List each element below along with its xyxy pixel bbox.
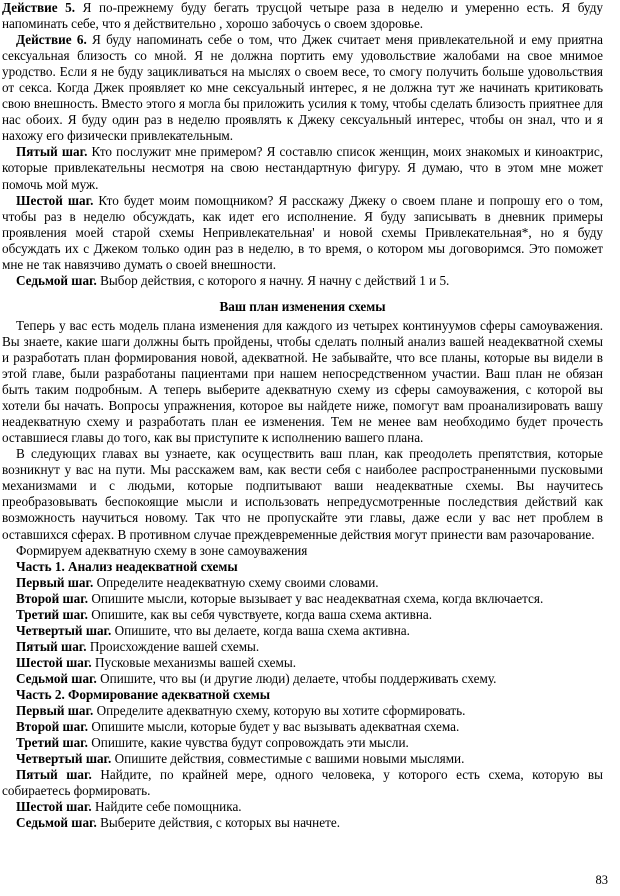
paragraph <box>2 0 603 32</box>
exercise-step <box>2 767 603 799</box>
paragraph <box>2 32 603 144</box>
step-text: Опишите, какие чувства будут сопровождать эти мысли. <box>87 735 409 751</box>
step-label: Второй шаг. <box>16 719 89 735</box>
exercise-step <box>2 639 603 655</box>
step-label: Шестой шаг. <box>16 654 92 670</box>
exercise-title: Формируем адекватную схему в зоне самоуважения <box>16 542 308 558</box>
step-label: Шестой шаг. <box>16 799 92 815</box>
page-number: 83 <box>595 872 608 887</box>
paragraph-label: Шестой шаг. <box>16 192 94 208</box>
exercise-step <box>2 591 603 607</box>
step-label: Третий шаг. <box>16 606 88 622</box>
part-label: Часть 1. Анализ неадекватной схемы <box>16 558 238 574</box>
section-heading: Ваш план изменения схемы <box>219 298 386 314</box>
exercise-step <box>2 575 603 591</box>
exercise-step <box>2 799 603 815</box>
step-label: Седьмой шаг. <box>16 670 97 686</box>
exercise-step <box>2 607 603 623</box>
step-text: Опишите действия, совместимые с вашими новыми мыслями. <box>111 751 465 767</box>
step-text: Опишите, что вы (и другие люди) делаете, чтобы поддерживать схему. <box>96 670 497 686</box>
paragraph <box>2 144 603 192</box>
exercise-step <box>2 751 603 767</box>
paragraph <box>2 193 603 273</box>
step-text: Определите неадекватную схему своими словами. <box>93 574 379 590</box>
paragraph-label: Действие 5. <box>2 0 76 15</box>
paragraph-text: Выбор действия, с которого я начну. Я начну с действий 1 и 5. <box>96 272 450 288</box>
exercise-part-heading <box>2 687 603 703</box>
step-text: Происхождение вашей схемы. <box>86 638 260 654</box>
paragraph <box>2 273 603 289</box>
exercise-step <box>2 671 603 687</box>
step-label: Четвертый шаг. <box>16 622 112 638</box>
step-text: Выберите действия, с которых вы начнете. <box>96 815 340 831</box>
step-label: Пятый шаг. <box>16 767 92 783</box>
paragraph-label: Действие 6. <box>16 32 87 48</box>
paragraph-label: Пятый шаг. <box>16 144 88 160</box>
paragraph-text: Кто будет моим помощником? Я расскажу Джеку о своем плане и попрошу его о том, чтобы раз в неделю обсуждать, как идет его исполнение. Я буду записывать в дневник примеры проявления моей старой схемы Непривлекательная' и новой схемы Привлекательная*, но я буду обсуждать их с Джеком только один раз в неделю, в то время, о котором мы договоримся. Это поможет мне не так навязчиво думать о своей внешности. <box>2 192 603 272</box>
step-text: Опишите мысли, которые вызывает у вас неадекватная схема, когда включается. <box>88 590 544 606</box>
step-label: Седьмой шаг. <box>16 815 97 831</box>
paragraph-text: Кто послужит мне примером? Я составлю список женщин, моих знакомых и киноактрис, которые привлекательны несмотря на свою нестандартную фигуру. Я думаю, что в этом мне может помочь мой муж. <box>2 144 603 192</box>
paragraph: Теперь у вас есть модель плана изменения для каждого из четырех континуумов сферы самоуважения. Вы знаете, какие шаги должны быть пройдены, чтобы сделать полный анализ вашей неадекватной схемы и разработать план формирования новой, адекватной. Не забывайте, что все планы, которые вы видели в этой главе, были разработаны пациентами при нашем непосредственном участии. Ваш план не обязан быть таким подробным. А теперь выберите адекватную схему из сферы самоуважения, с которой вы хотели бы начать. Вопросы упражнения, которое вы найдете ниже, помогут вам проанализировать вашу неадекватную схему и разработать план ее изменения. Тем не менее вам необходимо будет прочесть оставшиеся главы до того, как вы приступите к исполнению вашего плана. <box>2 317 603 446</box>
step-label: Третий шаг. <box>16 735 88 751</box>
exercise-part-heading <box>2 559 603 575</box>
exercise-step <box>2 703 603 719</box>
step-label: Второй шаг. <box>16 590 89 606</box>
paragraph: В следующих главах вы узнаете, как осуществить ваш план, как преодолеть препятствия, которые возникнут у вас на пути. Мы расскажем вам, как вести себя с наиболее распространенными пусковыми механизмами и с людьми, которые подпитывают ваши неадекватные схемы. Вы научитесь преобразовывать беспокоящие мысли и использовать непредусмотренные последствия действий как возможность научиться новому. Так что не пропускайте эти главы, даже если у вас нет проблем в оставшихся сферах. В противном случае преждевременные действия могут принести вам разочарование. <box>2 446 603 542</box>
step-text: Найдите, по крайней мере, одного человека, у которого есть схема, которую вы собираетесь формировать. <box>2 767 603 799</box>
paragraph-text: Я по-прежнему буду бегать трусцой четыре раза в неделю и умеренно есть. Я буду напоминать себе, что я действительно , хорошо забочусь о своем здоровье. <box>2 0 604 32</box>
exercise-step <box>2 623 603 639</box>
part-label: Часть 2. Формирование адекватной схемы <box>16 686 271 702</box>
step-label: Пятый шаг. <box>16 638 87 654</box>
step-text: Опишите, как вы себя чувствуете, когда ваша схема активна. <box>87 606 433 622</box>
step-label: Первый шаг. <box>16 703 94 719</box>
paragraph-label: Седьмой шаг. <box>16 272 97 288</box>
step-label: Четвертый шаг. <box>16 751 112 767</box>
exercise-step <box>2 735 603 751</box>
exercise-step <box>2 815 603 831</box>
paragraph-text: Я буду напоминать себе о том, что Джек считает меня привлекательной и ему приятна сексуальная близость со мной. Я не должна портить ему удовольствие жалобами на свое мнимое уродство. Если я не буду зацикливаться на мыслях о своем весе, то смогу получить больше удовольствия от секса. Когда Джек проявляет ко мне сексуальный интерес, я не должна тут же начинать критиковать свою внешность. Вместо этого я могла бы приложить усилия к тому, чтобы сделать близость приятнее для нас обоих. Я буду один раз в неделю проявлять к Джеку сексуальный интерес, чтобы он знал, что и я нахожу его физически привлекательным. <box>2 32 603 144</box>
step-text: Найдите себе помощника. <box>91 799 242 815</box>
exercise-step <box>2 719 603 735</box>
exercise-step <box>2 655 603 671</box>
step-label: Первый шаг. <box>16 574 94 590</box>
text-block <box>2 0 603 831</box>
step-text: Опишите мысли, которые будет у вас вызывать адекватная схема. <box>88 719 460 735</box>
step-text: Определите адекватную схему, которую вы хотите сформировать. <box>93 703 466 719</box>
step-text: Пусковые механизмы вашей схемы. <box>91 654 297 670</box>
step-text: Опишите, что вы делаете, когда ваша схема активна. <box>111 622 410 638</box>
